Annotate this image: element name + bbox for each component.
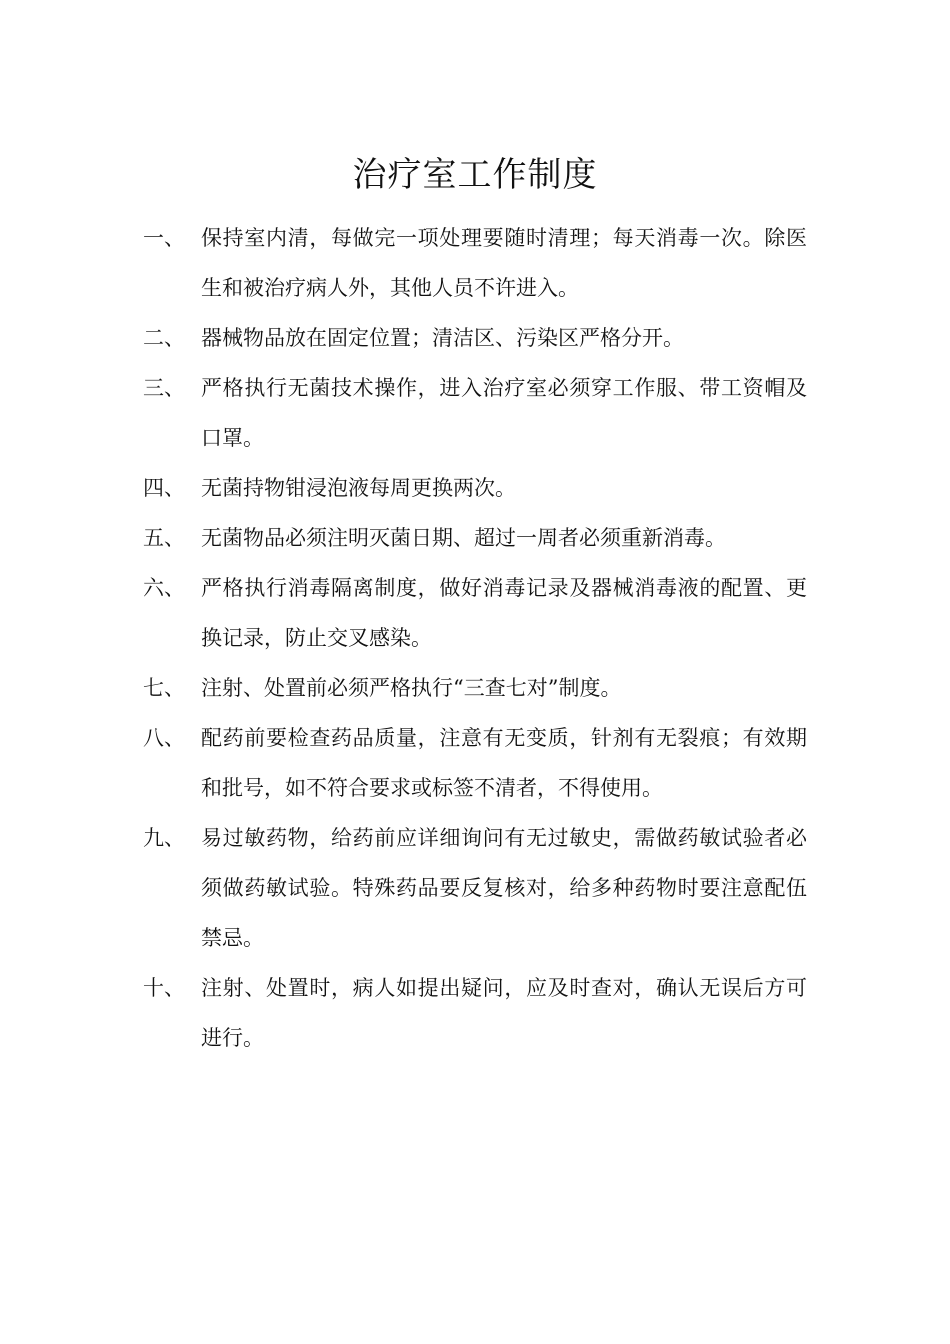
- rule-item-10: [143, 963, 813, 1063]
- rule-item-9: [143, 813, 813, 963]
- page-title: 治疗室工作制度: [352, 155, 598, 195]
- rules-list: [143, 213, 813, 1063]
- rule-text: 无菌持物钳浸泡液每周更换两次。: [201, 476, 516, 500]
- rule-text: 无菌物品必须注明灭菌日期、超过一周者必须重新消毒。: [201, 526, 726, 550]
- rule-item-1: [143, 213, 813, 313]
- rule-number: 四、: [143, 476, 185, 500]
- rule-item-3: [143, 363, 813, 463]
- rule-text: 注射、处置前必须严格执行“三查七对”制度。: [201, 676, 622, 700]
- rule-number: 七、: [143, 676, 185, 700]
- rule-text: 严格执行无菌技术操作，进入治疗室必须穿工作服、带工资帽及口罩。: [201, 376, 807, 450]
- rule-text: 配药前要检查药品质量，注意有无变质，针剂有无裂痕；有效期和批号，如不符合要求或标签不清者，不得使用。: [201, 726, 807, 800]
- rule-text: 易过敏药物，给药前应详细询问有无过敏史，需做药敏试验者必须做药敏试验。特殊药品要反复核对，给多种药物时要注意配伍禁忌。: [201, 826, 807, 950]
- rule-number: 五、: [143, 526, 185, 550]
- rule-number: 二、: [143, 326, 185, 350]
- rule-text: 器械物品放在固定位置；清洁区、污染区严格分开。: [201, 326, 684, 350]
- rule-text: 严格执行消毒隔离制度，做好消毒记录及器械消毒液的配置、更换记录，防止交叉感染。: [201, 576, 807, 650]
- rule-number: 一、: [143, 226, 185, 250]
- rule-item-2: [143, 313, 813, 363]
- rule-text: 注射、处置时，病人如提出疑问，应及时查对，确认无误后方可进行。: [201, 976, 807, 1050]
- rule-number: 六、: [143, 576, 185, 600]
- rule-number: 三、: [143, 376, 185, 400]
- rule-number: 八、: [143, 726, 185, 750]
- rule-number: 十、: [143, 976, 185, 1000]
- rule-item-7: [143, 663, 813, 713]
- rule-item-5: [143, 513, 813, 563]
- rule-item-8: [143, 713, 813, 813]
- rule-item-6: [143, 563, 813, 663]
- rule-number: 九、: [143, 826, 185, 850]
- rule-text: 保持室内清，每做完一项处理要随时清理；每天消毒一次。除医生和被治疗病人外，其他人员不许进入。: [201, 226, 807, 300]
- rule-item-4: [143, 463, 813, 513]
